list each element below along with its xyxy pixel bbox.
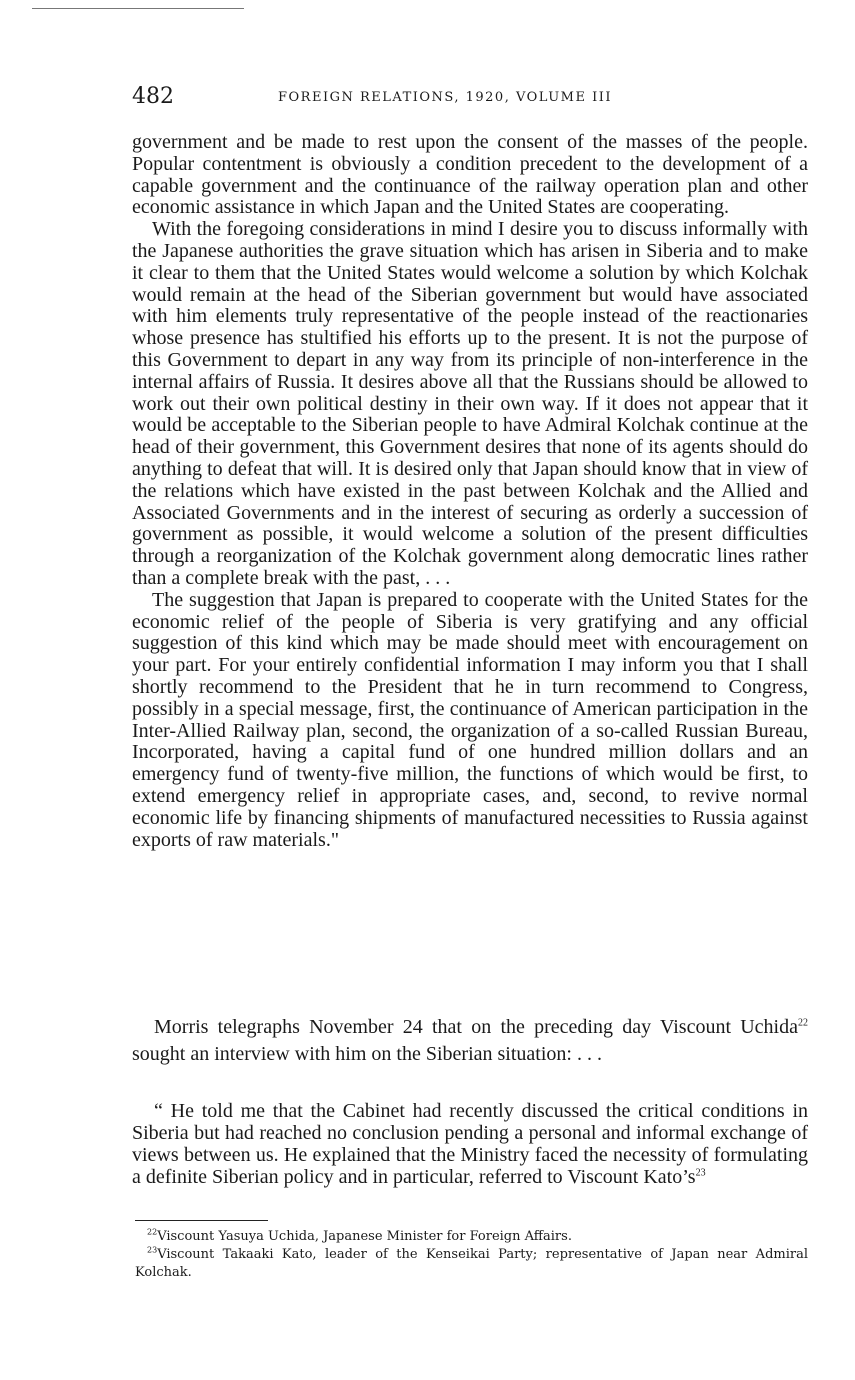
paragraph-quote bbox=[132, 1100, 808, 1188]
page-header bbox=[132, 84, 808, 114]
footnote-ref-22[interactable]: 22 bbox=[798, 1017, 808, 1029]
page-number: 482 bbox=[132, 84, 174, 109]
paragraph-2: With the foregoing considerations in mind I desire you to discuss informally with the Japanese authorities the grave situation which has arisen in Siberia and to make it clear to them that the United States would welcome a solution by which Kolchak would remain at the head of the Siberian government but would have associated with him elements truly representative of the people instead of the reactionaries whose presence has stultified his efforts up to the present. It is not the purpose of this Government to depart in any way from its principle of non-interference in the internal affairs of Russia. It desires above all that the Russians should be allowed to work out their own political destiny in their own way. If it does not appear that it would be acceptable to the Siberian people to have Admiral Kolchak continue at the head of their government, this Government desires that none of its agents should do anything to defeat that will. It is desired only that Japan should know that in view of the relations which have existed in the past between Kolchak and the Allied and Associated Governments and in the interest of securing as orderly a succession of government as possible, it would welcome a solution of the present difficulties through a reorganization of the Kolchak government along democratic lines rather than a complete break with the past, . . . bbox=[132, 218, 808, 589]
paragraph-morris-text-b: sought an interview with him on the Siberian situation: . . . bbox=[132, 1043, 602, 1065]
footnote-ref-23[interactable]: 23 bbox=[695, 1167, 706, 1179]
paragraph-quote-text: “ He told me that the Cabinet had recently discussed the critical conditions in Siberia but had reached no conclusion pending a personal and informal exchange of views between us. He explained that the Ministry faced the necessity of formulating a definite Siberian policy and in particular, referred to Viscount Kato’s bbox=[132, 1100, 808, 1188]
footnote-mark-23: 23 bbox=[147, 1245, 158, 1255]
paragraph-3: The suggestion that Japan is prepared to cooperate with the United States for the economic relief of the people of Siberia is very gratifying and any official suggestion of this kind which may be made should meet with encouragement on your part. For your entirely confidential information I may inform you that I shall shortly recommend to the President that he in turn recommend to Congress, possibly in a special message, first, the continuance of American participation in the Inter-Allied Railway plan, second, the organization of a so-called Russian Bureau, Incorporated, having a capital fund of one hundred million dollars and an emergency fund of twenty-five million, the functions of which would be first, to extend emergency relief in appropriate cases, and, second, to revive normal economic life by financing shipments of manufactured necessities to Russia against exports of raw materials." bbox=[132, 588, 808, 851]
running-head: FOREIGN RELATIONS, 1920, VOLUME III bbox=[278, 90, 612, 105]
footnote-23 bbox=[135, 1246, 808, 1282]
footnote-text-23: Viscount Takaaki Kato, leader of the Kenseikai Party; representative of Japan near Admiral Kolchak. bbox=[135, 1247, 808, 1280]
top-rule bbox=[32, 8, 244, 9]
footnote-rule bbox=[135, 1220, 268, 1221]
footnotes bbox=[135, 1228, 808, 1282]
footnote-22 bbox=[135, 1228, 808, 1246]
main-text bbox=[132, 132, 808, 851]
paragraph-morris bbox=[132, 1014, 808, 1068]
footnote-text-22: Viscount Yasuya Uchida, Japanese Minister for Foreign Affairs. bbox=[157, 1229, 572, 1244]
paragraph-1: government and be made to rest upon the consent of the masses of the people. Popular contentment is obviously a condition precedent to the development of a capable government and the continuance of the railway operation plan and other economic assistance in which Japan and the United States are cooperating. bbox=[132, 131, 808, 219]
paragraph-morris-text-a: Morris telegraphs November 24 that on the preceding day Viscount Uchida bbox=[154, 1016, 798, 1038]
footnote-mark-22: 22 bbox=[147, 1227, 158, 1237]
